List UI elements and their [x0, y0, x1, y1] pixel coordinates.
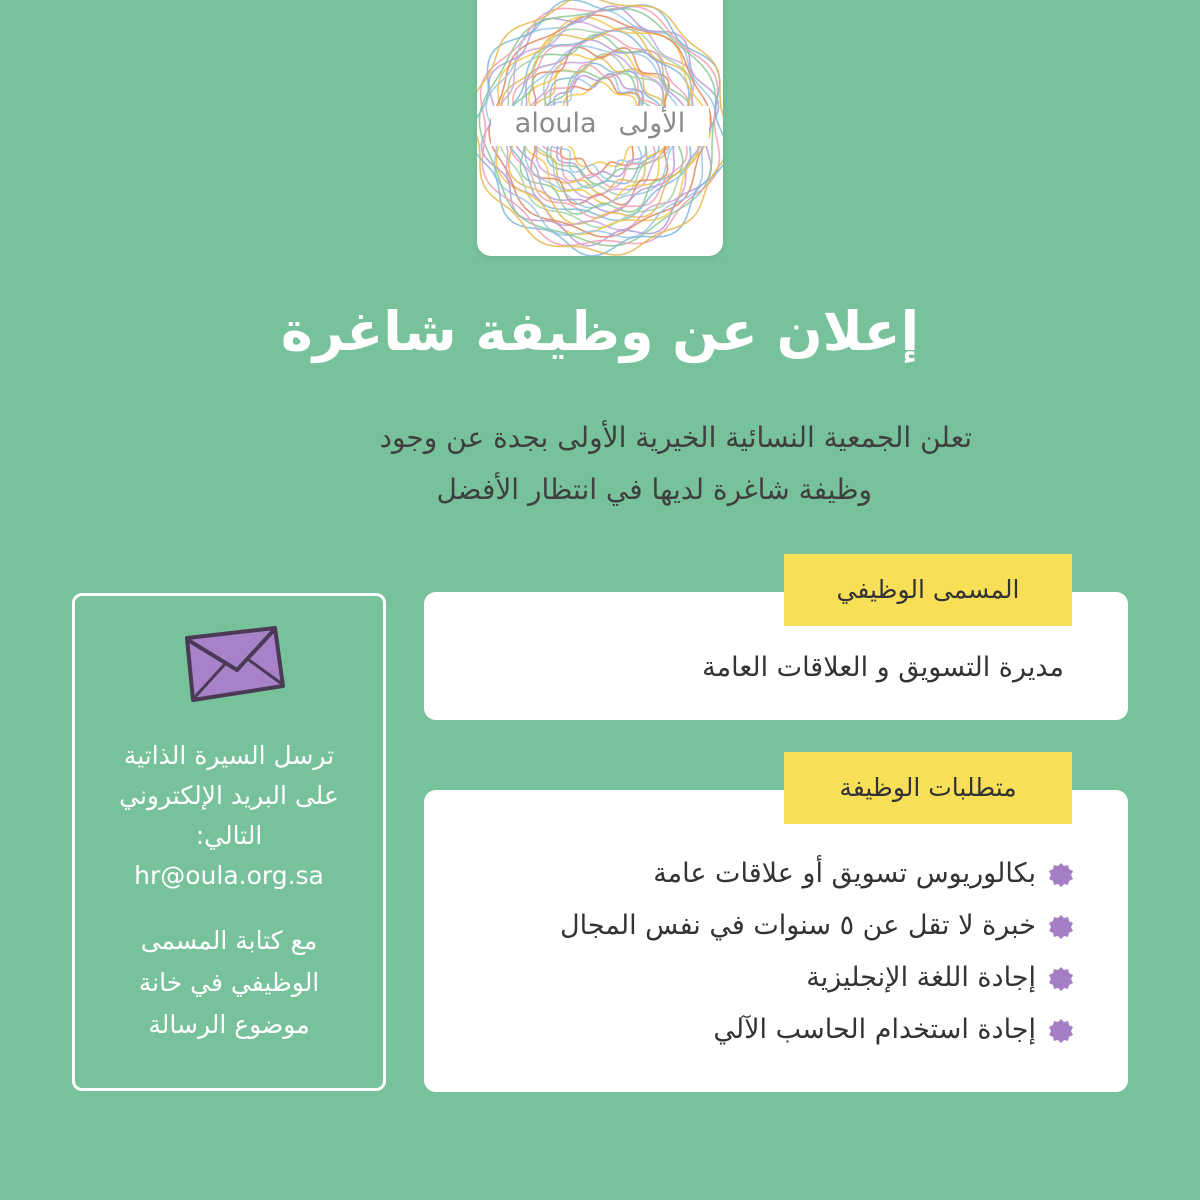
intro-line-2: وظيفة شاغرة لديها في انتظار الأفضل — [436, 473, 872, 506]
note-line-1: مع كتابة المسمى — [140, 926, 318, 955]
contact-line-3: التالي: — [195, 821, 263, 850]
logo-wordmark — [477, 108, 723, 139]
note-line-3: موضوع الرسالة — [148, 1010, 310, 1039]
requirement-text: بكالوريوس تسويق أو علاقات عامة — [653, 858, 1036, 889]
list-item — [424, 952, 1074, 1004]
requirements-label: متطلبات الوظيفة — [784, 752, 1072, 824]
list-item — [424, 848, 1074, 900]
page-title: إعلان عن وظيفة شاغرة — [280, 300, 920, 363]
logo-card — [477, 0, 723, 256]
contact-text — [75, 736, 383, 1046]
note-line-2: الوظيفي في خانة — [138, 968, 320, 997]
job-title-value: مديرة التسويق و العلاقات العامة — [702, 652, 1064, 683]
envelope-icon — [179, 624, 287, 706]
email-link[interactable]: hr@oula.org.sa — [134, 861, 324, 890]
list-item — [424, 1004, 1074, 1056]
logo-latin: aloula — [514, 108, 597, 139]
requirements-list — [424, 848, 1074, 1056]
logo-arabic: الأولى — [618, 108, 686, 139]
requirement-text: خبرة لا تقل عن ٥ سنوات في نفس المجال — [559, 910, 1036, 941]
requirement-text: إجادة استخدام الحاسب الآلي — [713, 1014, 1036, 1045]
contact-line-2: على البريد الإلكتروني — [119, 781, 339, 810]
flower-bullet-icon — [1048, 862, 1074, 888]
contact-box — [72, 593, 386, 1091]
requirement-text: إجادة اللغة الإنجليزية — [806, 962, 1036, 993]
job-title-label: المسمى الوظيفي — [784, 554, 1072, 626]
flower-bullet-icon — [1048, 914, 1074, 940]
list-item — [424, 900, 1074, 952]
intro-text — [300, 412, 972, 516]
intro-line-1: تعلن الجمعية النسائية الخيرية الأولى بجدة عن وجود — [379, 421, 972, 454]
flower-bullet-icon — [1048, 1018, 1074, 1044]
contact-note — [75, 920, 383, 1046]
contact-line-1: ترسل السيرة الذاتية — [123, 741, 335, 770]
flower-bullet-icon — [1048, 966, 1074, 992]
